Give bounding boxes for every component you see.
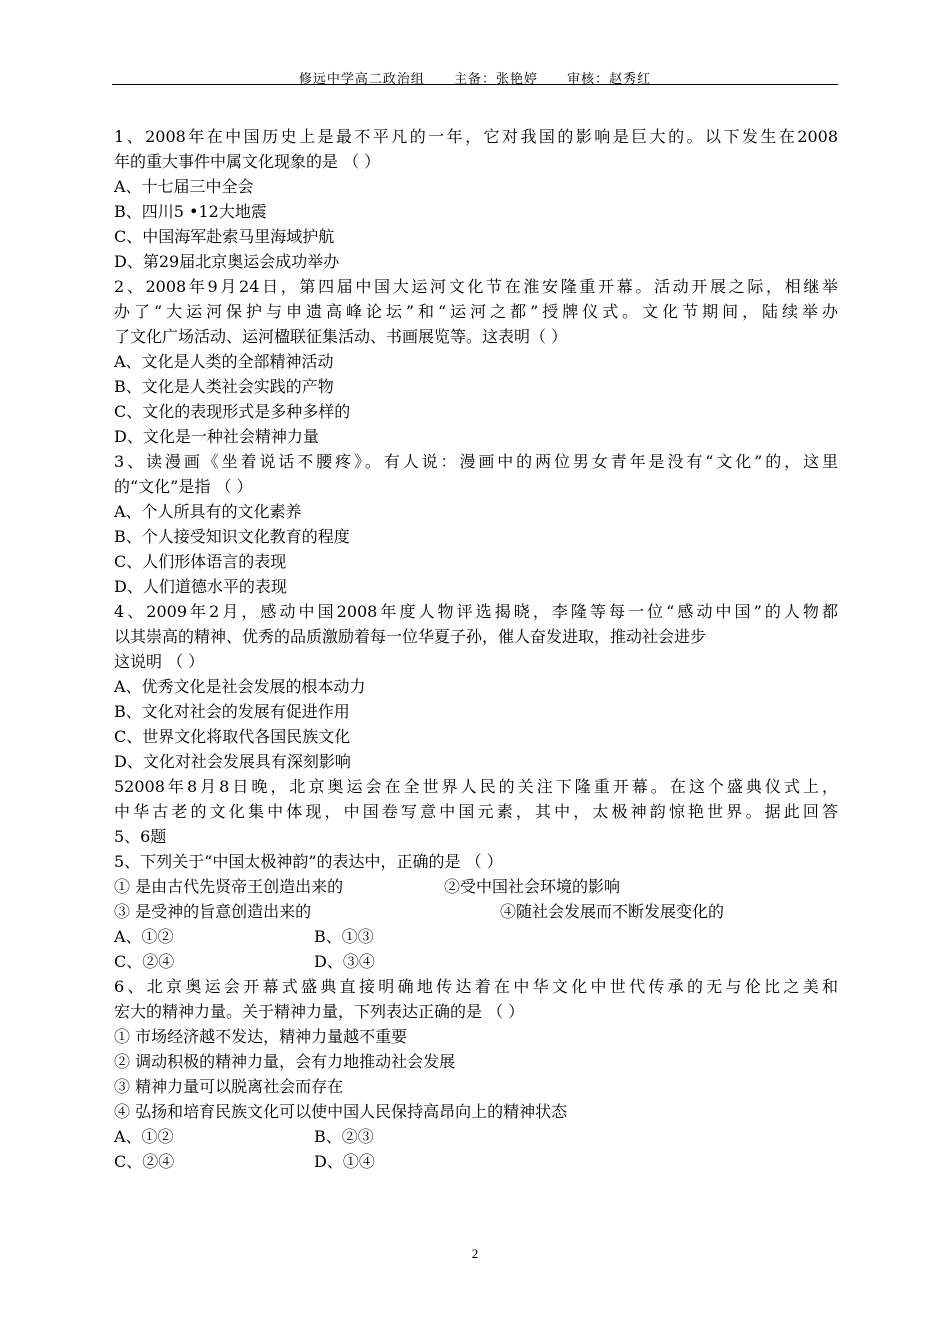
text-line: B、文化对社会的发展有促进作用 — [114, 702, 350, 721]
text-line: A、十七届三中全会 — [114, 177, 254, 196]
text-line: 办了“大运河保护与申遗高峰论坛”和“运河之都”授牌仪式。文化节期间，陆续举办 — [114, 302, 838, 321]
text-line: A、优秀文化是社会发展的根本动力 — [114, 677, 366, 696]
text-line: 年的重大事件中属文化现象的是 （ ） — [114, 152, 381, 171]
text-line: ② 调动积极的精神力量，会有力地推动社会发展 — [114, 1052, 456, 1071]
text-line: ① 市场经济越不发达，精神力量越不重要 — [114, 1027, 408, 1046]
text-line: C、世界文化将取代各国民族文化 — [114, 727, 351, 746]
option-item: ④随社会发展而不断发展变化的 — [500, 902, 725, 921]
option-item: D、①④ — [314, 1152, 375, 1171]
text-line: 2、2008年9月24日，第四届中国大运河文化节在淮安隆重开幕。活动开展之际，相继举 — [114, 277, 838, 296]
text-line: 3、读漫画《坐着说话不腰疼》。有人说：漫画中的两位男女青年是没有“文化”的，这里 — [114, 452, 838, 471]
text-line: B、四川5 •12大地震 — [114, 202, 267, 221]
text-line: 的“文化”是指 （ ） — [114, 477, 253, 496]
text-line: 4、2009年2月，感动中国2008年度人物评选揭晓，李隆等每一位“感动中国”的人物都 — [114, 602, 838, 621]
text-line: A、文化是人类的全部精神活动 — [114, 352, 334, 371]
text-line: 中华古老的文化集中体现，中国卷写意中国元素，其中，太极神韵惊艳世界。据此回答 — [114, 802, 838, 821]
document-body — [114, 124, 838, 1174]
text-line: ④ 弘扬和培育民族文化可以使中国人民保持高昂向上的精神状态 — [114, 1102, 568, 1121]
option-row — [114, 874, 838, 899]
option-row — [114, 949, 838, 974]
option-item: D、③④ — [314, 952, 375, 971]
text-line: ③ 精神力量可以脱离社会而存在 — [114, 1077, 344, 1096]
header-school: 修远中学高二政治组 — [298, 72, 425, 87]
text-line: 5、下列关于“中国太极神韵”的表达中，正确的是 （ ） — [114, 852, 503, 871]
text-line: B、文化是人类社会实践的产物 — [114, 377, 334, 396]
text-line: D、人们道德水平的表现 — [114, 577, 287, 596]
text-line: C、人们形体语言的表现 — [114, 552, 287, 571]
text-line: 5、6题 — [114, 827, 167, 846]
option-item: ②受中国社会环境的影响 — [444, 877, 621, 896]
option-row — [114, 1149, 838, 1174]
option-item: ③ 是受神的旨意创造出来的 — [114, 902, 312, 921]
text-line: 宏大的精神力量。关于精神力量，下列表达正确的是 （ ） — [114, 1002, 525, 1021]
text-line: 6、北京奥运会开幕式盛典直接明确地传达着在中华文化中世代传承的无与伦比之美和 — [114, 977, 838, 996]
option-item: A、①② — [114, 927, 174, 946]
option-item: B、②③ — [314, 1127, 374, 1146]
option-item: ① 是由古代先贤帝王创造出来的 — [114, 877, 344, 896]
text-line: D、文化是一种社会精神力量 — [114, 427, 319, 446]
header-reviewer: 审核：赵秀红 — [567, 72, 652, 87]
option-row — [114, 924, 838, 949]
text-line: 以其崇高的精神、优秀的品质激励着每一位华夏子孙，催人奋发进取，推动社会进步 — [114, 627, 707, 646]
text-line: 52008年8月8日晚，北京奥运会在全世界人民的关注下隆重开幕。在这个盛典仪式上， — [114, 777, 838, 796]
option-item: C、②④ — [114, 1152, 175, 1171]
page-number: 2 — [471, 1246, 479, 1261]
text-line: D、第29届北京奥运会成功举办 — [114, 252, 340, 271]
text-line: C、文化的表现形式是多种多样的 — [114, 402, 351, 421]
option-item: C、②④ — [114, 952, 175, 971]
text-line: 1、2008年在中国历史上是最不平凡的一年，它对我国的影响是巨大的。以下发生在2008 — [114, 127, 838, 146]
text-line: 了文化广场活动、运河楹联征集活动、书画展览等。这表明（ ） — [114, 327, 568, 346]
header-editor: 主备：张艳婷 — [453, 72, 538, 87]
text-line: C、中国海军赴索马里海域护航 — [114, 227, 335, 246]
header-rule — [112, 84, 838, 85]
option-row — [114, 1124, 838, 1149]
option-row — [114, 899, 838, 924]
text-line: B、个人接受知识文化教育的程度 — [114, 527, 350, 546]
text-line: A、个人所具有的文化素养 — [114, 502, 302, 521]
text-line: 这说明 （ ） — [114, 652, 205, 671]
text-line: D、文化对社会发展具有深刻影响 — [114, 752, 351, 771]
option-item: B、①③ — [314, 927, 374, 946]
option-item: A、①② — [114, 1127, 174, 1146]
